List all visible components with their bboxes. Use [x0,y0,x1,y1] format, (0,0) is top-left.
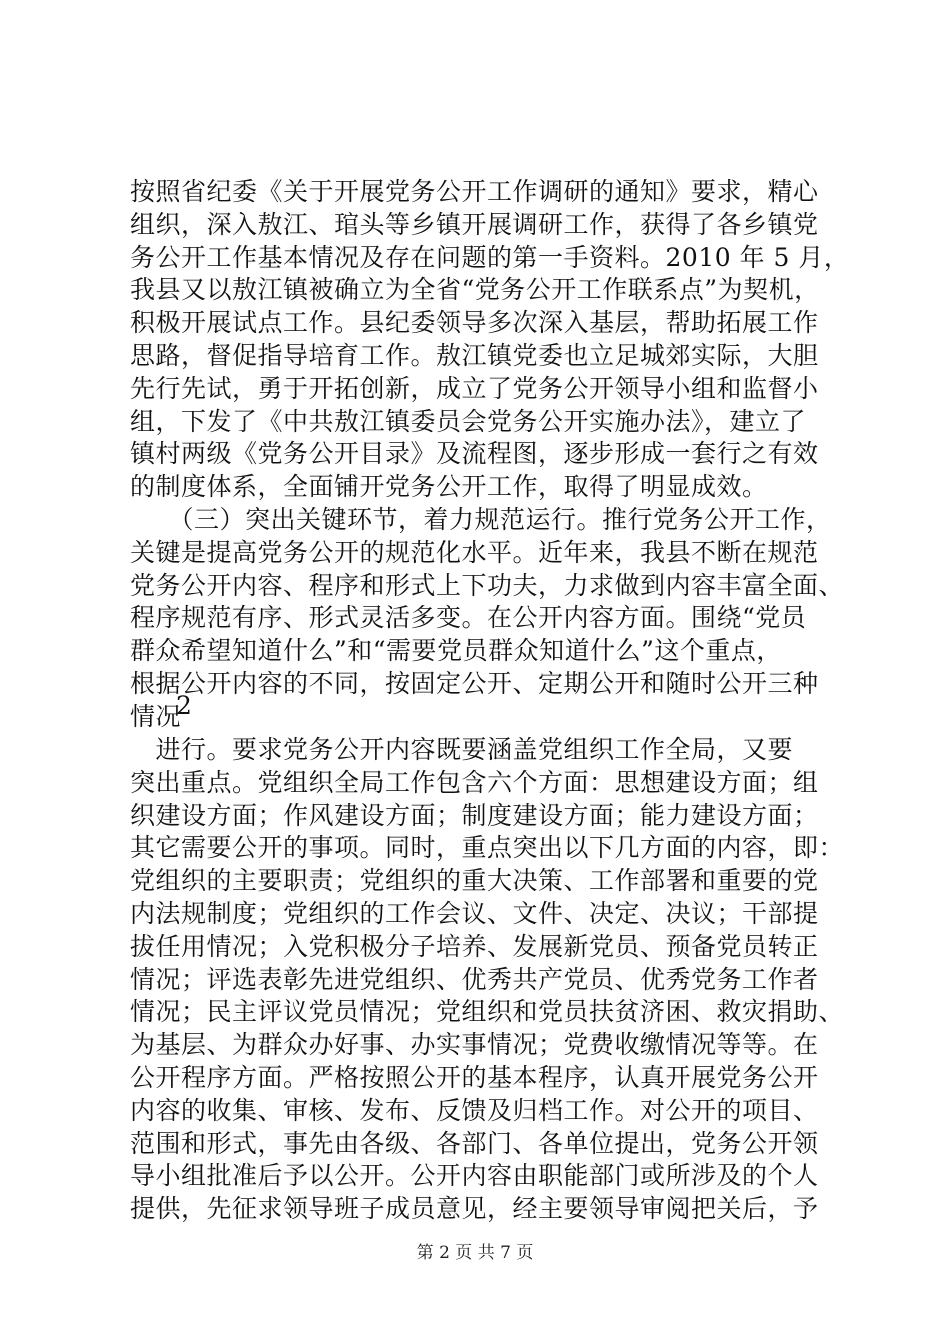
text-line: 关键是提高党务公开的规范化水平。近年来，我县不断在规范 [130,537,819,567]
text-line: 思路，督促指导培育工作。敖江镇党委也立足城郊实际，大胆 [130,340,819,370]
text-line: 根据公开内容的不同，按固定公开、定期公开和随时公开三种 [130,668,819,698]
text-line: 情况；民主评议党员情况；党组织和党员扶贫济困、救灾捐助、 [130,997,845,1027]
text-line: 情况 [130,701,182,731]
text-line: 内法规制度；党组织的工作会议、文件、决定、决议；干部提 [130,898,819,928]
text-line: 积极开展试点工作。县纪委领导多次深入基层，帮助拓展工作 [130,308,819,338]
text-line: 先行先试，勇于开拓创新，成立了党务公开领导小组和监督小 [130,373,819,403]
page-marker: 2 [176,691,192,720]
text-line: 党组织的主要职责；党组织的重大决策、工作部署和重要的党 [130,866,819,896]
text-line: 党务公开内容、程序和形式上下功夫，力求做到内容丰富全面、 [130,570,845,600]
text-line: 范围和形式，事先由各级、各部门、各单位提出，党务公开领 [130,1128,819,1158]
text-line: 突出重点。党组织全局工作包含六个方面：思想建设方面；组 [130,767,819,797]
text-line: 情况；评选表彰先进党组织、优秀共产党员、优秀党务工作者 [130,964,819,994]
text-line: 内容的收集、审核、发布、反馈及归档工作。对公开的项目、 [130,1095,819,1125]
text-line: 务公开工作基本情况及存在问题的第一手资料。2010 年 5 月， [130,242,850,272]
text-line: 进行。要求党务公开内容既要涵盖党组织工作全局，又要 [130,735,794,764]
text-line: 我县又以敖江镇被确立为全省“党务公开工作联系点”为契机， [130,275,820,305]
text-line: 织建设方面；作风建设方面；制度建设方面；能力建设方面； [130,800,819,830]
text-line: 拔任用情况；入党积极分子培养、发展新党员、预备党员转正 [130,931,819,961]
text-line: 的制度体系，全面铺开党务公开工作，取得了明显成效。 [130,472,768,502]
text-line: 群众希望知道什么”和“需要党员群众知道什么”这个重点， [130,636,782,666]
text-line: 导小组批准后予以公开。公开内容由职能部门或所涉及的个人 [130,1161,819,1191]
text-line: 组，下发了《中共敖江镇委员会党务公开实施办法》，建立了 [130,406,807,436]
text-line: 为基层、为群众办好事、办实事情况；党费收缴情况等等。在 [130,1030,819,1060]
body-text-lower [130,734,845,1226]
text-line: 公开程序方面。严格按照公开的基本程序，认真开展党务公开 [130,1062,819,1092]
text-line: 程序规范有序、形式灵活多变。在公开内容方面。围绕“党员 [130,603,807,633]
text-line: 其它需要公开的事项。同时，重点突出以下几方面的内容，即： [130,833,845,863]
body-text-upper [130,176,850,734]
text-line: 提供，先征求领导班子成员意见，经主要领导审阅把关后，予 [130,1194,819,1224]
text-line: 按照省纪委《关于开展党务公开工作调研的通知》要求，精心 [130,177,819,206]
text-line: 镇村两级《党务公开目录》及流程图，逐步形成一套行之有效 [130,439,819,469]
page-footer: 第 2 页 共 7 页 [416,1243,534,1263]
text-line: 组织，深入敖江、琯头等乡镇开展调研工作，获得了各乡镇党 [130,209,819,239]
text-line: （三）突出关键环节，着力规范运行。推行党务公开工作， [130,504,832,534]
